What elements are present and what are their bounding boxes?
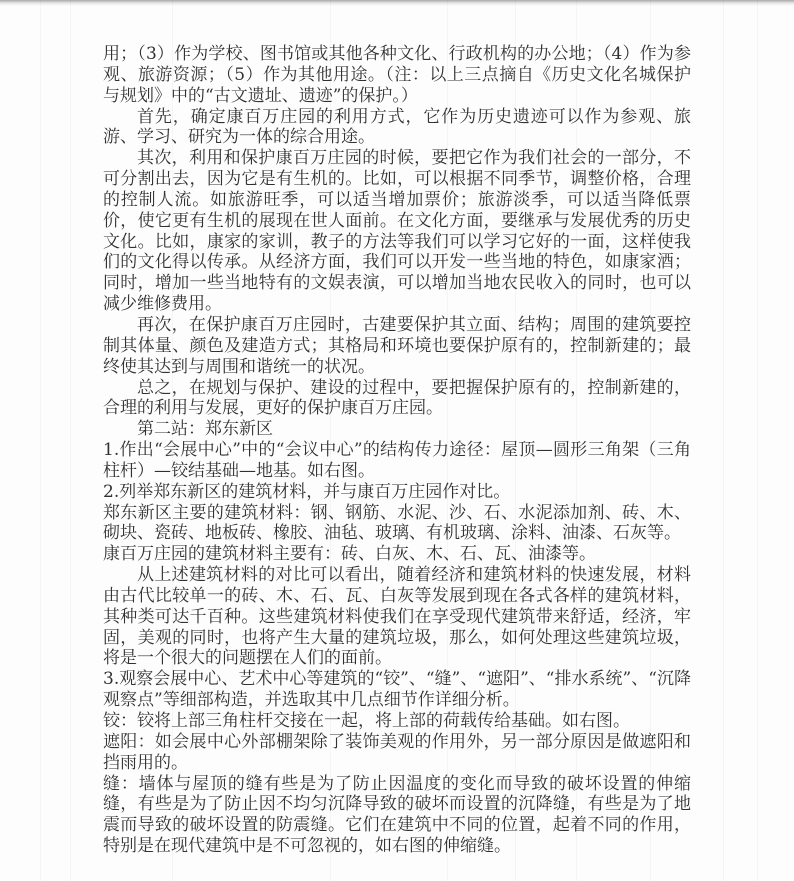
paragraph: 总之，在规划与保护、建设的过程中，要把握保护原有的，控制新建的，合理的利用与发展，更好的保护康百万庄园。	[103, 377, 691, 419]
paragraph: 用；（3）作为学校、图书馆或其他各种文化、行政机构的办公地；（4）作为参观、旅游资源；（5）作为其他用途。（注：以上三点摘自《历史文化名城保护与规划》中的“古文遗址、遗迹”的保护。）	[103, 44, 691, 106]
paragraph: 康百万庄园的建筑材料主要有：砖、白灰、木、石、瓦、油漆等。	[103, 544, 596, 565]
paragraph: 遮阳：如会展中心外部棚架除了装饰美观的作用外，另一部分原因是做遮阳和挡雨用的。	[103, 731, 691, 773]
scan-artifact-line	[723, 0, 724, 881]
scan-top-edge	[0, 0, 794, 6]
paragraph: 3.观察会展中心、艺术中心等建筑的“铰”、“缝”、“遮阳”、“排水系统”、“沉降观察点”等细部构造，并选取其中几点细节作详细分析。	[103, 669, 691, 711]
scan-artifact-line	[40, 0, 41, 881]
section-heading-second-station: 第二站：郑东新区	[137, 419, 273, 440]
document-body	[103, 44, 691, 857]
paragraph: 缝：墙体与屋顶的缝有些是为了防止因温度的变化而导致的破坏设置的伸缩缝，有些是为了防止因不均匀沉降导致的破坏而设置的沉降缝，有些是为了地震而导致的破坏设置的防震缝。它们在建筑中不同的位置，起着不同的作用，特别是在现代建筑中是不可忽视的，如右图的伸缩缝。	[103, 773, 691, 857]
paragraph: 1.作出“会展中心”中的“会议中心”的结构传力途径：屋顶—圆形三角架（三角柱杆）—铰结基础—地基。如右图。	[103, 440, 691, 481]
scan-artifact-line	[70, 0, 71, 881]
paragraph: 从上述建筑材料的对比可以看出，随着经济和建筑材料的快速发展，材料由古代比较单一的砖、木、石、瓦、白灰等发展到现在各式各样的建筑材料，其种类可达千百种。这些建筑材料使我们在享受现代建筑带来舒适，经济，牢固，美观的同时，也将产生大量的建筑垃圾，那么，如何处理这些建筑垃圾，将是一个很大的问题摆在人们的面前。	[103, 565, 691, 669]
paragraph: 铰：铰将上部三角柱杆交接在一起，将上部的荷载传给基础。如右图。	[103, 711, 630, 731]
paragraph: 郑东新区主要的建筑材料：钢、钢筋、水泥、沙、石、水泥添加剂、砖、木、砌块、瓷砖、地板砖、橡胶、油毡、玻璃、有机玻璃、涂料、油漆、石灰等。	[103, 502, 691, 544]
scan-artifact-line	[757, 0, 758, 881]
paragraph: 首先，确定康百万庄园的利用方式，它作为历史遗迹可以作为参观、旅游、学习、研究为一体的综合用途。	[103, 106, 691, 148]
paragraph: 2.列举郑东新区的建筑材料，并与康百万庄园作对比。	[103, 481, 511, 502]
paragraph: 其次，利用和保护康百万庄园的时候，要把它作为我们社会的一部分，不可分割出去，因为它是有生机的。比如，可以根据不同季节，调整价格，合理的控制人流。如旅游旺季，可以适当增加票价；旅游淡季，可以适当降低票价，使它更有生机的展现在世人面前。在文化方面，要继承与发展优秀的历史文化。比如，康家的家训，教子的方法等我们可以学习它好的一面，这样使我们的文化得以传承。从经济方面，我们可以开发一些当地的特色，如康家酒；同时，增加一些当地特有的文娱表演，可以增加当地农民收入的同时，也可以减少维修费用。	[103, 148, 691, 315]
paragraph: 再次，在保护康百万庄园时，古建要保护其立面、结构；周围的建筑要控制其体量、颜色及建造方式；其格局和环境也要保护原有的，控制新建的；最终使其达到与周围和谐统一的状况。	[103, 314, 691, 377]
